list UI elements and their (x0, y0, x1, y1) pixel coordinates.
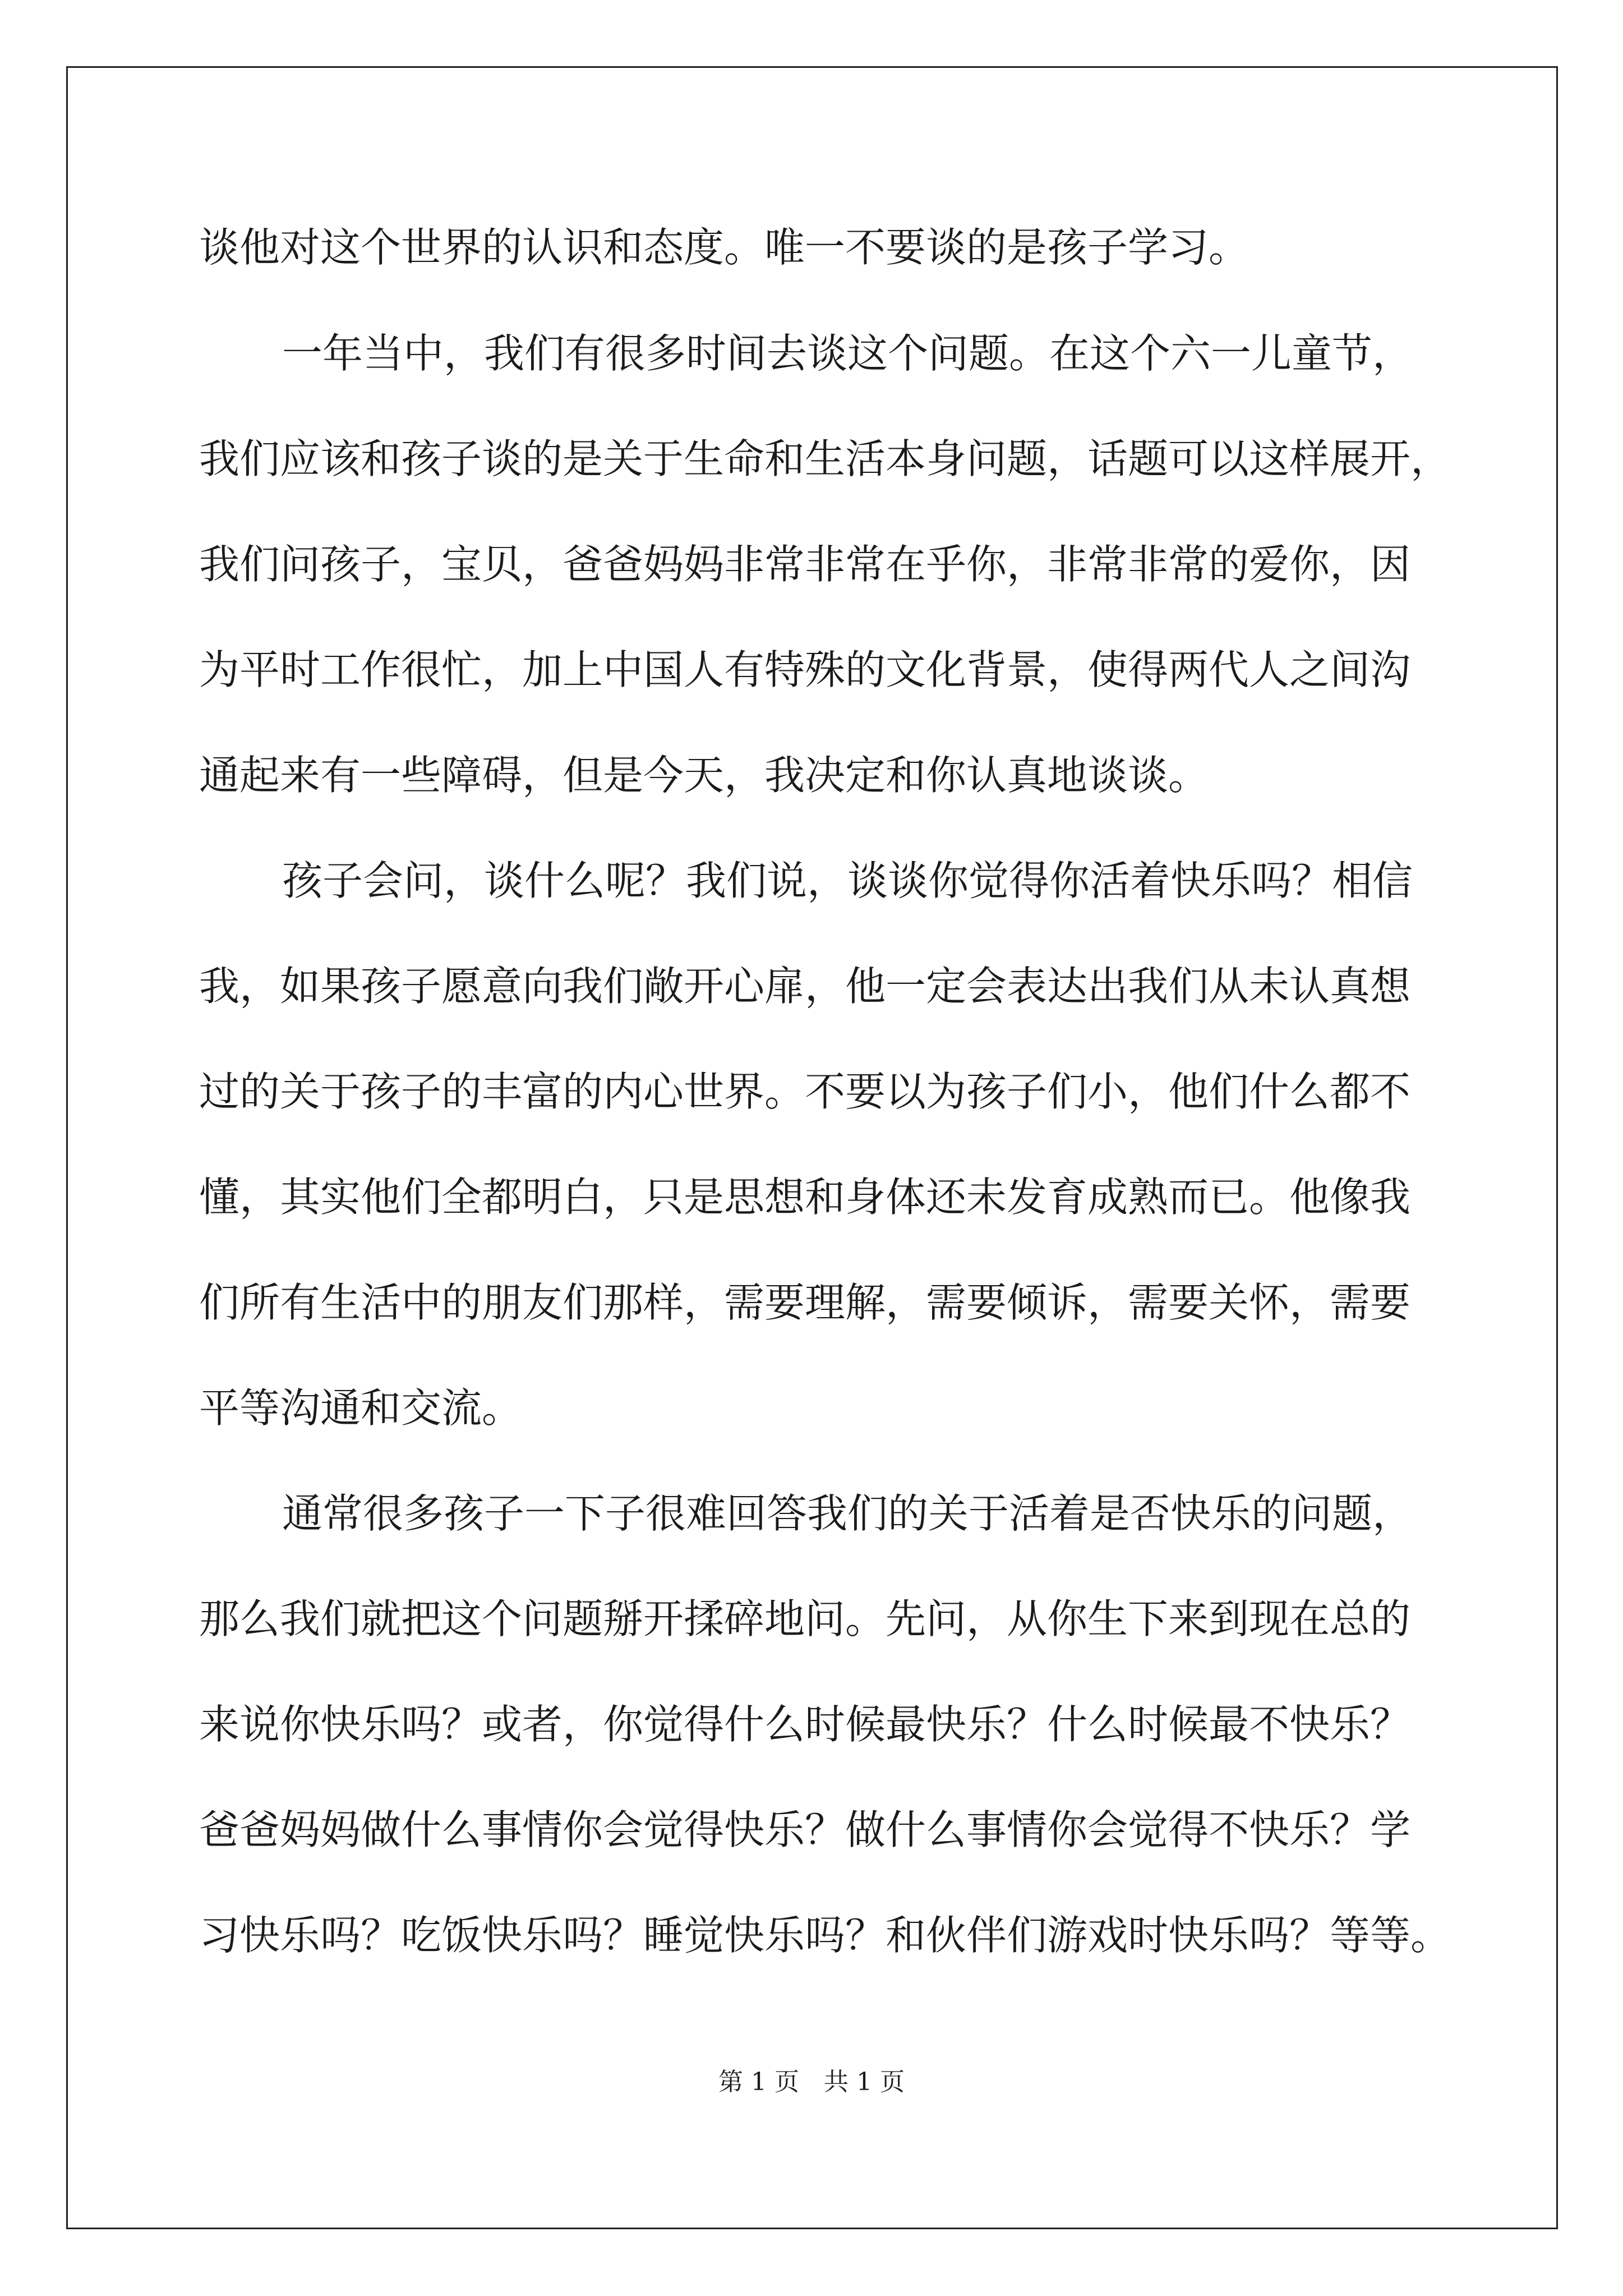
text-line: 为平时工作很忙，加上中国人有特殊的文化背景，使得两代人之间沟 (199, 646, 1411, 693)
text-line: 一年当中，我们有很多时间去谈这个问题。在这个六一儿童节， (282, 330, 1413, 377)
page-number-footer: 第 1 页 共 1 页 (718, 2068, 905, 2096)
text-line: 那么我们就把这个问题掰开揉碎地问。先问，从你生下来到现在总的 (199, 1595, 1411, 1642)
text-line: 我们应该和孩子谈的是关于生命和生活本身问题，话题可以这样展开， (199, 435, 1451, 482)
text-line: 孩子会问，谈什么呢？我们说，谈谈你觉得你活着快乐吗？相信 (282, 857, 1413, 904)
text-line: 我，如果孩子愿意向我们敞开心扉，他一定会表达出我们从未认真想 (199, 963, 1411, 1010)
text-line: 们所有生活中的朋友们那样，需要理解，需要倾诉，需要关怀，需要 (199, 1279, 1411, 1326)
text-line: 我们问孩子，宝贝，爸爸妈妈非常非常在乎你，非常非常的爱你，因 (199, 541, 1411, 588)
text-line: 懂，其实他们全都明白，只是思想和身体还未发育成熟而已。他像我 (199, 1174, 1411, 1221)
text-line: 来说你快乐吗？或者，你觉得什么时候最快乐？什么时候最不快乐？ (199, 1701, 1411, 1748)
page-border (66, 66, 1558, 2229)
text-line: 习快乐吗？吃饭快乐吗？睡觉快乐吗？和伙伴们游戏时快乐吗？等等。 (199, 1912, 1451, 1959)
text-line: 通常很多孩子一下子很难回答我们的关于活着是否快乐的问题， (282, 1490, 1413, 1537)
text-line: 平等沟通和交流。 (199, 1384, 523, 1432)
text-line: 爸爸妈妈做什么事情你会觉得快乐？做什么事情你会觉得不快乐？学 (199, 1806, 1411, 1853)
text-line: 通起来有一些障碍，但是今天，我决定和你认真地谈谈。 (199, 752, 1209, 799)
text-line: 过的关于孩子的丰富的内心世界。不要以为孩子们小，他们什么都不 (199, 1068, 1411, 1115)
text-line: 谈他对这个世界的认识和态度。唯一不要谈的是孩子学习。 (199, 224, 1249, 271)
